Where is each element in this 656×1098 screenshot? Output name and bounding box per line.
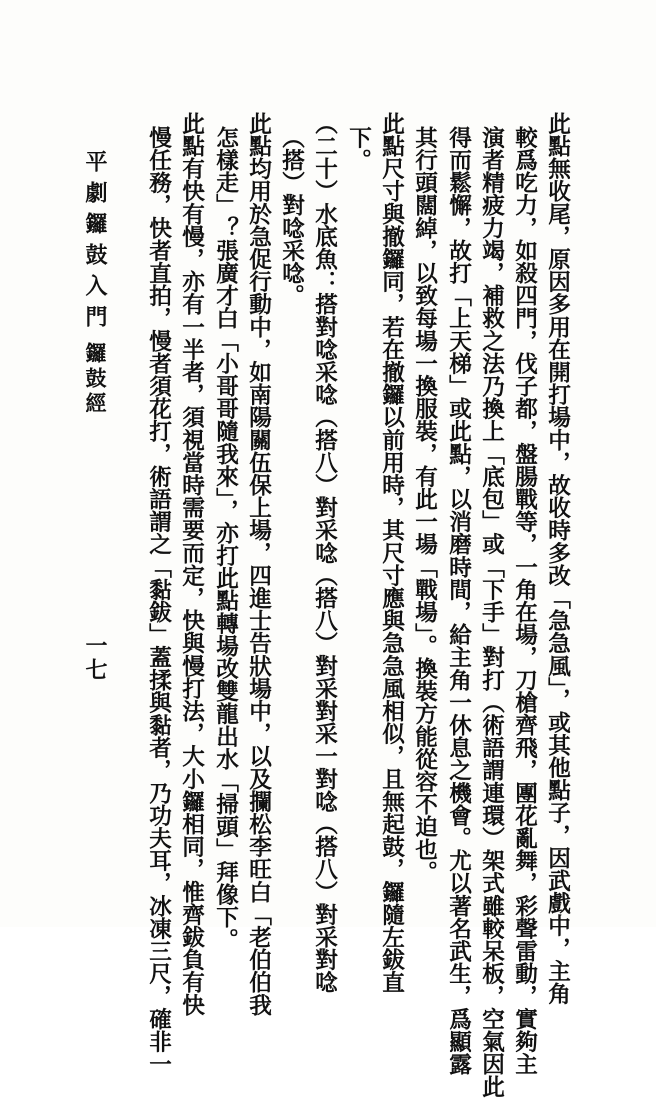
text-column: 此點有快有慢，亦有一半者，須視當時需要而定，快與慢打法，大小鑼相同，惟齊鈸負有快	[178, 112, 205, 1016]
text-column: 得而鬆懈，故打「上天梯」或此點，以消磨時間，給主角一休息之機會。尤以著名武生，爲顯露	[445, 126, 472, 1076]
text-column: 其行頭闊綽，以致每場一換服裝，有此一場「戰場」。換裝方能從容不迫也。	[411, 126, 438, 884]
text-column: 怎樣走」？張廣才白「小哥哥隨我來」，亦打此點轉場改雙龍出水「掃頭」拜像下。	[212, 126, 239, 951]
text-column: 慢任務，快者直拍，慢者須花打，術語謂之「黏鈸」蓋揉與黏者，乃功夫耳，冰凍三尺，確非一	[145, 126, 172, 1076]
text-column: （搭）對唸采唸。	[278, 126, 305, 307]
text-column: 此點無收尾，原因多用在開打場中，故收時多改「急急風」，或其他點子，因武戲中，主角	[544, 112, 571, 1005]
section-title: 鑼鼓經	[83, 342, 108, 417]
section-heading-column: （二十）水底魚：搭對唸采唸（搭八）對采唸（搭八）對采對采一對唸（搭八）對采對唸	[311, 112, 338, 994]
page-number: 一七	[82, 634, 108, 682]
text-column: 演者精疲力竭，補救之法乃換上「底包」或「下手」對打（術語謂連環）架式雖較呆板，空氣因此	[478, 126, 505, 1098]
text-column: 較爲吃力，如殺四門，伐子都，盤腸戰等，一角在場，刀槍齊飛，團花亂舞，彩聲雷動，實夠主	[511, 126, 538, 1076]
text-column: 下。	[345, 126, 372, 172]
text-column: 此點均用於急促行動中，如南陽關伍保上場，四進士告狀場中，以及攔松李旺白「老伯伯我	[245, 112, 272, 1016]
text-column: 此點尺寸與撤鑼同，若在撤鑼以前用時，其尺寸應與急急風相似，且無起鼓，鑼隨左鈸直	[378, 112, 405, 994]
running-title: 平劇鑼鼓入門	[82, 150, 108, 336]
